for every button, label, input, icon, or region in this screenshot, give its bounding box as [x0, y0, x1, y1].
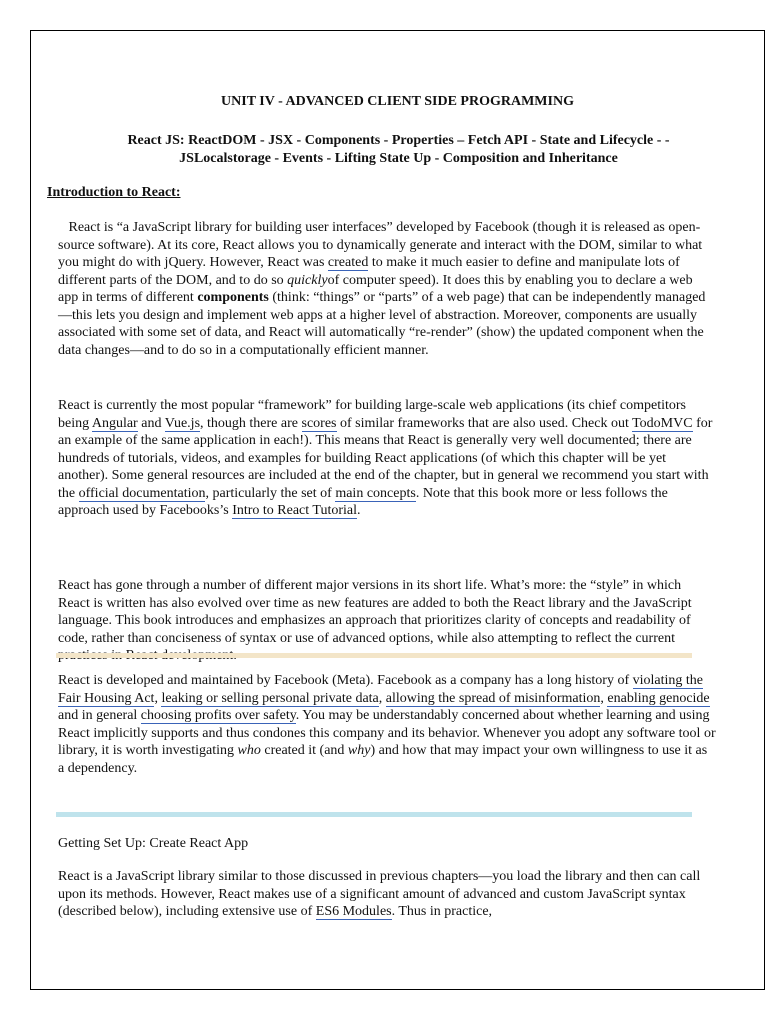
link-genocide[interactable]: enabling genocide	[607, 690, 710, 706]
text-run: and	[137, 415, 165, 431]
text-run: of computer speed). It does this by enabling you to declare a web app in terms of different	[58, 272, 693, 305]
text-run: to make it much easier to define and manipulate lots of different parts of the DOM, and to do so	[58, 255, 680, 288]
paragraph-javascript-library	[58, 868, 716, 921]
link-private-data[interactable]: leaking or selling personal private data	[161, 690, 379, 706]
text-run: created it (and	[260, 743, 348, 758]
text-run: React is a JavaScript library similar to those discussed in previous chapters—you load the library and then can call upon its methods. However, React makes use of a significant amount of advanced and custom JavaScript syntax (described below), including extensive use of	[58, 869, 701, 919]
link-angular[interactable]: Angular	[91, 415, 138, 431]
emphasis-why: why	[347, 743, 371, 758]
text-run: . Note that this book more or less follows the approach used by Facebooks’s	[58, 485, 668, 518]
text-run: and in general	[58, 708, 141, 723]
text-run: . You may be understandably concerned about whether learning and using React implicitly supports and thus condones this company and its behavior. Whenever you adopt any software tool or library, it is worth investigating	[58, 708, 716, 758]
emphasis-quickly: quickly	[287, 272, 328, 288]
section-heading: Introduction to React:	[47, 185, 181, 200]
paragraph-versions: React has gone through a number of different major versions in its short life. What’s more: the “style” in which React is written has also evolved over time as new features are added to both the React library and the JavaScript language. This book introduces and emphasizes an approach that prioritizes clarity of concepts and readability of code, rather than conciseness of syntax or use of advanced options, while also attempting to reflect the current	[58, 578, 692, 646]
link-main-concepts[interactable]: main concepts	[335, 485, 416, 501]
link-intro-to-react-tutorial[interactable]: Intro to React Tutorial	[232, 503, 358, 518]
text-run: ) and how that may impact your own willingness to use it as a dependency.	[58, 743, 708, 776]
strong-components: components	[197, 290, 269, 305]
link-created[interactable]: created	[327, 255, 369, 270]
paragraph-getting-set-up: Getting Set Up: Create React App	[58, 836, 249, 851]
text-run: . Thus in practice,	[391, 904, 493, 919]
subtitle-line-2: JSLocalstorage - Events - Lifting State Up - Composition and Inheritance	[179, 151, 618, 166]
text-run: React is “a JavaScript library for building user interfaces” developed by Facebook (though it is released as open-source software). At its core, React allows you to dynamically generate and interact with the DOM, similar to what you might do with jQuery. However, React was	[58, 220, 703, 270]
text-run: ,	[600, 690, 608, 706]
text-run: React is currently the most popular “framework” for building large-scale web applications (its chief competitors being	[58, 398, 686, 431]
emphasis-who: who	[237, 743, 261, 758]
text-run: .	[357, 503, 361, 518]
text-run: (think: “things” or “parts” of a web page) that can be independently managed—this lets you design and implement web apps at a higher level of abstraction. Moreover, components are usually associated with some set of data, and React will automatically “re-render” (show) the updated component when the data changes—and to do so in a computationally efficient manner.	[58, 290, 706, 358]
callout-bottom-bar	[56, 812, 692, 817]
link-todomvc[interactable]: TodoMVC	[632, 415, 693, 431]
link-misinformation[interactable]: allowing the spread of misinformation	[385, 690, 601, 706]
link-vuejs[interactable]: Vue.js	[164, 415, 201, 431]
link-fair-housing-act[interactable]: violating the Fair Housing Act	[58, 673, 703, 706]
paragraph-framework	[58, 397, 716, 520]
page-title: UNIT IV - ADVANCED CLIENT SIDE PROGRAMMING	[221, 94, 574, 109]
document-page	[30, 30, 765, 990]
paragraph-callout	[58, 672, 716, 777]
link-profits-over-safety[interactable]: choosing profits over safety	[140, 708, 296, 723]
subtitle-line-1: React JS: ReactDOM - JSX - Components - Properties – Fetch API - State and Lifecycle - -	[127, 133, 670, 148]
callout-top-bar	[56, 653, 692, 658]
link-official-documentation[interactable]: official documentation	[78, 485, 206, 501]
text-run: for an example of the same application in each!). This means that React is generally very well documented; there are hundreds of tutorials, videos, and examples for building React applications (of which this chapter will be yet another). Some general resources are included at the end of the chapter, but in general we recommend you start with the	[58, 415, 713, 501]
text-run: of similar frameworks that are also used. Check out	[336, 415, 633, 431]
link-es6-modules[interactable]: ES6 Modules	[315, 904, 392, 919]
text-run: React is developed and maintained by Facebook (Meta). Facebook as a company has a long history of	[58, 673, 633, 688]
text-run: ,	[378, 690, 386, 706]
text-run: , particularly the set of	[205, 485, 336, 501]
link-scores[interactable]: scores	[301, 415, 337, 431]
text-run: , though there are	[200, 415, 302, 431]
page-subtitle	[51, 132, 746, 168]
text-run: ,	[154, 690, 162, 706]
paragraph-intro	[58, 219, 716, 359]
